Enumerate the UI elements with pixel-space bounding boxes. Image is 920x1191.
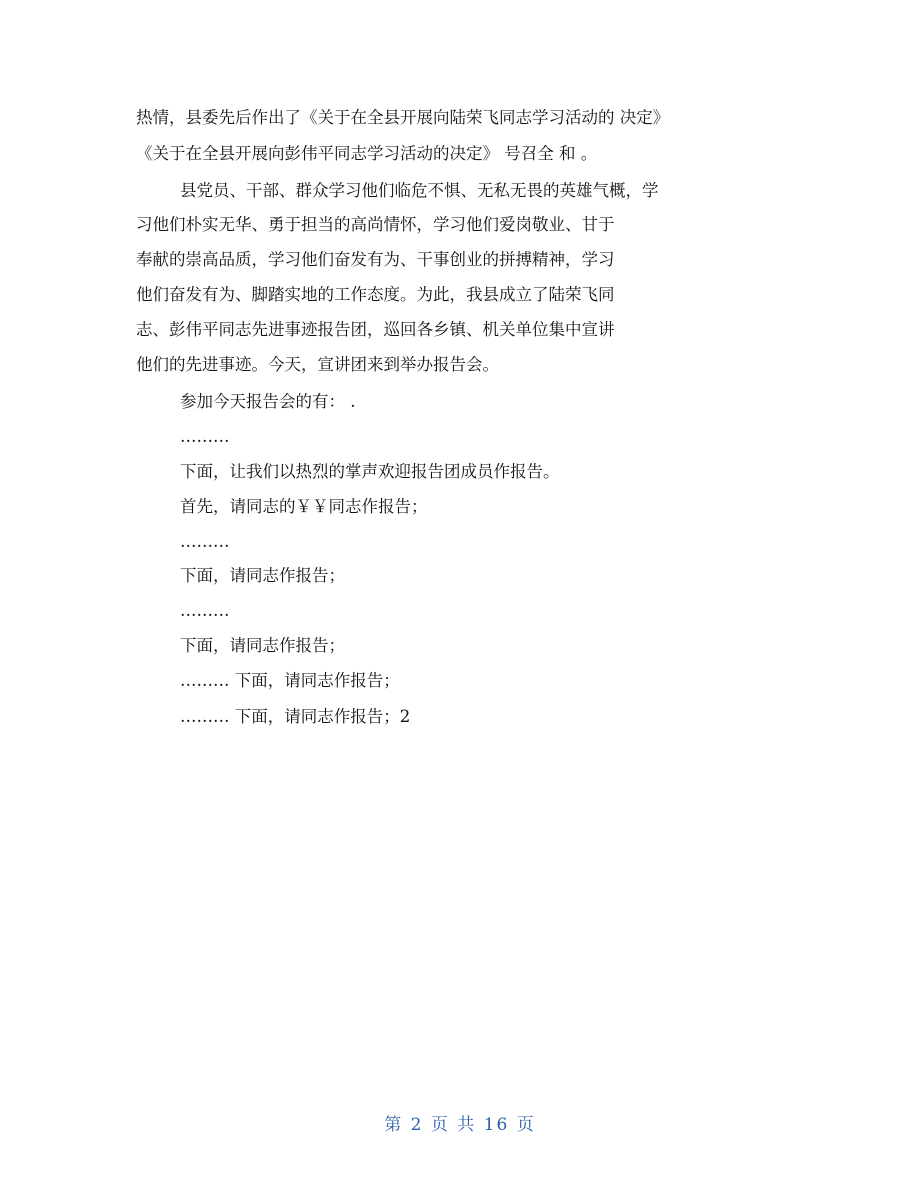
body-line-7: 志、彭伟平同志先进事迹报告团，巡回各乡镇、机关单位集中宣讲 xyxy=(136,320,615,339)
ellipsis-line-1: ……… xyxy=(180,427,230,446)
ellipsis-line-3: ……… xyxy=(180,601,230,620)
body-line-12: 首先，请同志的￥￥同志作报告； xyxy=(180,497,428,516)
body-line-5: 奉献的崇高品质，学习他们奋发有为、干事创业的拼搏精神，学习 xyxy=(136,250,615,269)
ellipsis-line-2: ……… xyxy=(180,532,230,551)
page-number-footer: 第 2 页 共 16 页 xyxy=(384,1115,536,1135)
body-line-16: 下面，请同志作报告； xyxy=(180,636,345,655)
body-line-1: 热情，县委先后作出了《关于在全县开展向陆荣飞同志学习活动的 决定》 xyxy=(136,108,670,127)
body-line-11: 下面，让我们以热烈的掌声欢迎报告团成员作报告。 xyxy=(180,462,560,481)
body-line-8: 他们的先进事迹。今天，宣讲团来到举办报告会。 xyxy=(136,355,499,374)
body-line-3: 县党员、干部、群众学习他们临危不惧、无私无畏的英雄气概，学 xyxy=(180,181,659,200)
body-line-2: 《关于在全县开展向彭伟平同志学习活动的决定》 号召全 和 。 xyxy=(136,144,598,163)
body-line-4: 习他们朴实无华、勇于担当的高尚情怀，学习他们爱岗敬业、甘于 xyxy=(136,215,615,234)
body-line-6: 他们奋发有为、脚踏实地的工作态度。为此，我县成立了陆荣飞同 xyxy=(136,285,615,304)
body-line-9: 参加今天报告会的有： . xyxy=(180,392,356,411)
body-line-17: ……… 下面，请同志作报告； xyxy=(180,671,400,690)
body-line-18: ……… 下面，请同志作报告；2 xyxy=(180,707,411,726)
body-line-14: 下面，请同志作报告； xyxy=(180,566,345,585)
